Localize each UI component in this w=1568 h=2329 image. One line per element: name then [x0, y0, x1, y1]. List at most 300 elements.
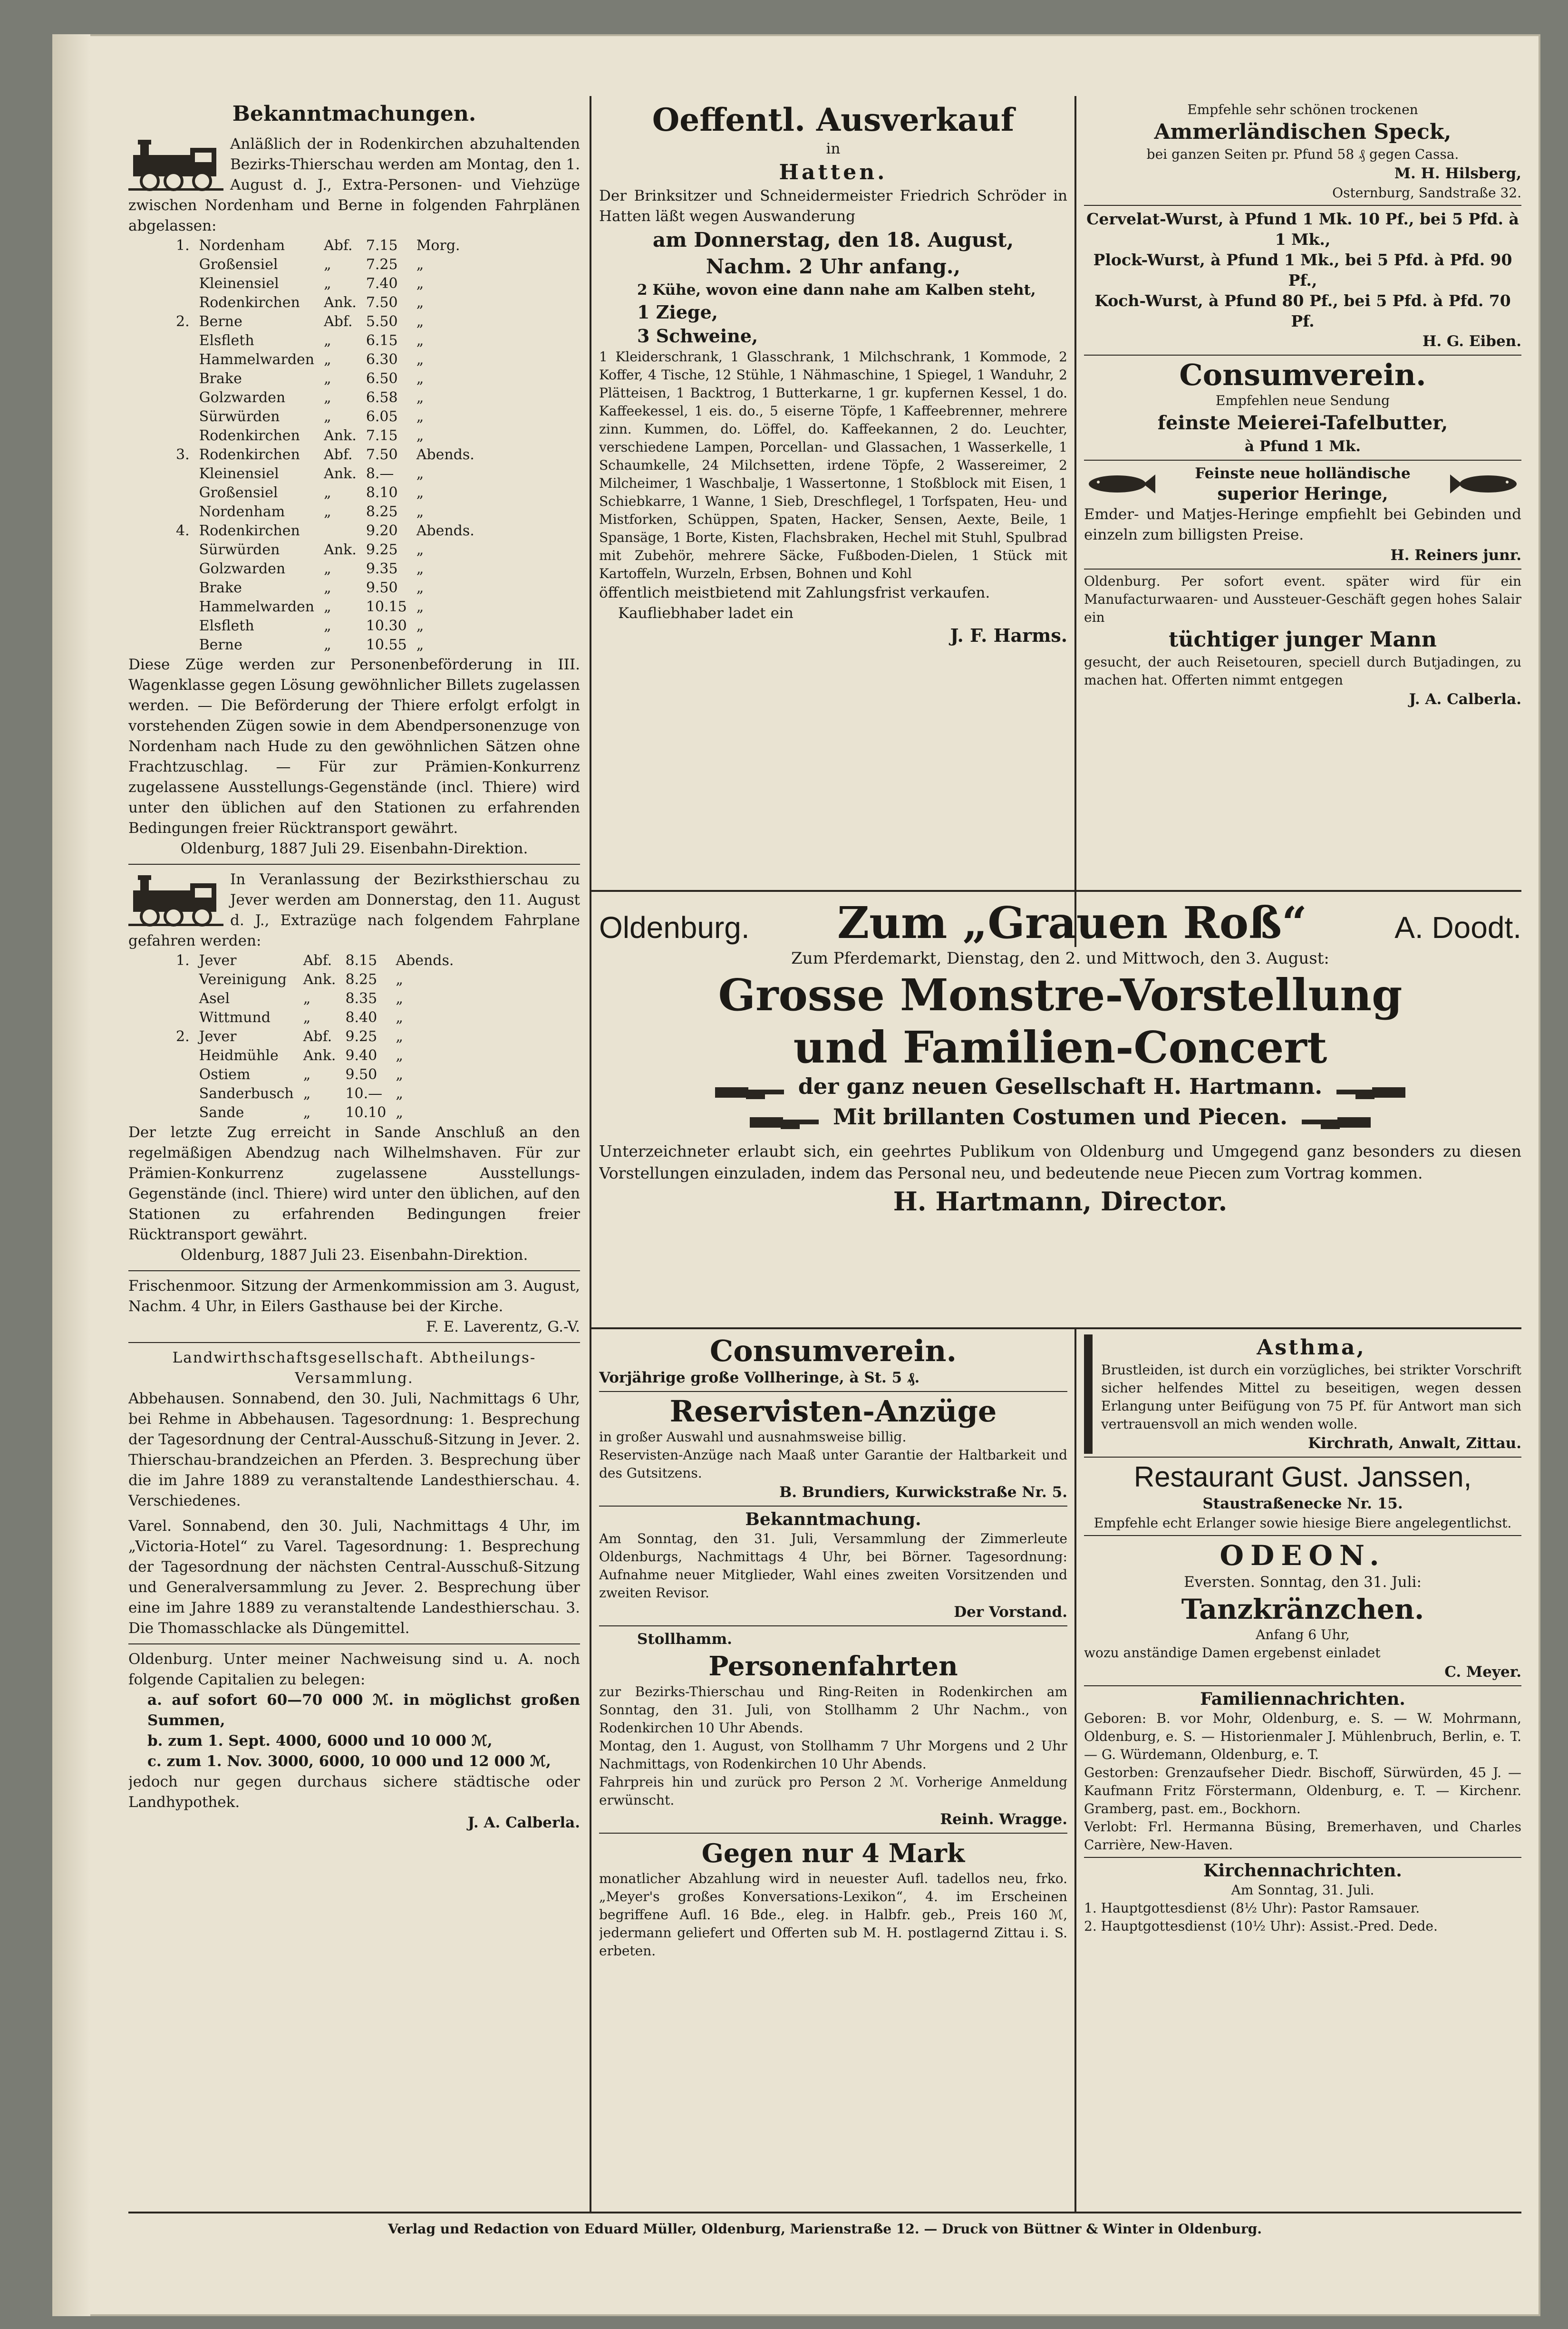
- timetable-cell: Ank.: [324, 427, 357, 444]
- timetable-row: [171, 541, 479, 560]
- timetable-cell: 6.58: [366, 389, 398, 406]
- banner-place: Oldenburg.: [599, 910, 750, 945]
- timetable-cell: Jever: [199, 952, 237, 969]
- timetable-cell: [171, 483, 194, 503]
- ausverkauf-intro: Der Brinksitzer und Schneidermeister Friedrich Schröder in Hatten läßt wegen Auswanderung: [599, 187, 1067, 225]
- timetable-cell: Golzwarden: [199, 561, 286, 577]
- timetable-cell: [171, 598, 194, 617]
- lexikon-text: monatlicher Abzahlung wird in neuester Aufl. tadellos neu, frko. „Meyer's großes Konversations-Lexikon“, 4. im Erscheinen begriffene Aufl. 16 Bde., eleg. in Halbfr. geb., Preis 160 ℳ, jedermann geliefert und Offerten sub M. H. postlagernd Zittau i. S. erbeten.: [599, 1871, 1067, 1959]
- hering-text: Emder- und Matjes-Heringe empfiehlt bei Gebinden und einzeln zum billigsten Preise.: [1084, 506, 1521, 543]
- timetable-cell: „: [416, 503, 424, 520]
- mid-divider-2: [599, 1506, 1067, 1507]
- column-rule-left: [590, 96, 591, 2212]
- timetable-cell: 6.50: [366, 370, 398, 387]
- timetable-row: [171, 388, 479, 407]
- pointing-hand-right-icon: [750, 1110, 821, 1134]
- wurst-signature: H. G. Eiben.: [1423, 333, 1521, 350]
- timetable-row: [171, 407, 479, 426]
- timetable-cell: 1.: [176, 237, 190, 254]
- timetable-cell: 6.30: [366, 351, 398, 368]
- asthma-text: Brustleiden, ist durch ein vorzügliches, bei strikter Vorschrift sicher helfendes Mittel zu beseitigen, wegen dessen Erlangung unter Beifügung von 75 Pf. für Antwort man sich vertrauensvoll an mich wenden wolle.: [1101, 1362, 1521, 1432]
- right-top-column: [1084, 101, 1521, 885]
- timetable-cell: Sande: [199, 1104, 244, 1121]
- reservisten-signature: B. Brundiers, Kurwickstraße Nr. 5.: [779, 1484, 1067, 1501]
- timetable-cell: [171, 464, 194, 483]
- timetable-cell: „: [303, 1104, 311, 1121]
- ausverkauf-title: Oeffentl. Ausverkauf: [652, 101, 1015, 138]
- speck-address: Osternburg, Sandstraße 32.: [1332, 185, 1521, 201]
- timetable-cell: Kleinensiel: [199, 275, 279, 292]
- left-title: Bekanntmachungen.: [232, 102, 476, 126]
- stollhamm-signature: Reinh. Wragge.: [940, 1811, 1067, 1828]
- timetable-cell: Ank.: [324, 294, 357, 311]
- timetable-cell: 8.15: [345, 952, 377, 969]
- timetable-cell: [171, 1084, 194, 1103]
- mid-divider-3: [599, 1625, 1067, 1626]
- capital-end: jedoch nur gegen durchaus sichere städtische oder Landhypothek.: [128, 1773, 580, 1811]
- wurst-koch: Koch-Wurst, à Pfund 80 Pf., bei 5 Pfd. à Pfd. 70 Pf.: [1094, 291, 1511, 330]
- notice-2-body: Der letzte Zug erreicht in Sande Anschluß an den regelmäßigen Abendzug nach Wilhelmshaven. Für zur Prämien-Konkurrenz zugelassene Ausstellungs-Gegenstände (incl. Thiere) wird unter den üblichen, auf den Stationen zu erfahrenden Bedingungen freier Rücktransport gewährt.: [128, 1124, 580, 1243]
- timetable-cell: „: [303, 1009, 311, 1026]
- banner-line-4-row: [599, 1104, 1521, 1134]
- banner-header: [599, 897, 1521, 948]
- timetable-cell: 8.—: [366, 465, 394, 482]
- banner-line-4: Mit brillanten Costumen und Piecen.: [832, 1103, 1288, 1130]
- timetable-cell: „: [416, 332, 424, 349]
- timetable-cell: „: [416, 275, 424, 292]
- timetable-cell: 7.50: [366, 446, 398, 463]
- odeon-signature: C. Meyer.: [1444, 1663, 1521, 1681]
- timetable-cell: „: [324, 637, 331, 653]
- timetable-cell: „: [416, 618, 424, 634]
- asthma-signature: Kirchrath, Anwalt, Zittau.: [1308, 1435, 1521, 1452]
- timetable-cell: Großensiel: [199, 256, 278, 273]
- stollhamm-text-2: Montag, den 1. August, von Stollhamm 7 Uhr Morgens und 2 Uhr Nachmittags, von Rodenkirchen 10 Uhr Abends.: [599, 1738, 1067, 1772]
- capital-signature: J. A. Calberla.: [467, 1814, 580, 1831]
- timetable-cell: „: [324, 332, 331, 349]
- timetable-1: [171, 236, 479, 655]
- left-divider-4: [128, 1643, 580, 1644]
- timetable-cell: Golzwarden: [199, 389, 286, 406]
- timetable-row: [171, 312, 479, 331]
- capital-intro: Oldenburg. Unter meiner Nachweisung sind u. A. noch folgende Capitalien zu belegen:: [128, 1651, 580, 1688]
- timetable-cell: Ank.: [324, 541, 357, 558]
- timetable-row: [171, 274, 479, 293]
- lexikon-title: Gegen nur 4 Mark: [701, 1838, 965, 1868]
- timetable-cell: [171, 255, 194, 274]
- timetable-row: [171, 1008, 458, 1027]
- banner-text: Unterzeichneter erlaubt sich, ein geehrtes Publikum von Oldenburg und Umgegend ganz besonders zu diesen Vorstellungen einzuladen, indem das Personal neu, und bedeutende neue Piecen zum Vortrag kommen.: [599, 1142, 1521, 1182]
- mid-divider-1: [599, 1391, 1067, 1392]
- timetable-cell: „: [416, 408, 424, 425]
- bekanntmachung-text: Am Sonntag, den 31. Juli, Versammlung der Zimmerleute Oldenburgs, Nachmittags 4 Uhr, bei Börner. Tagesordnung: Aufnahme neuer Mitglieder, Wahl eines zweiten Vorsitzenden und zweiten Revisor.: [599, 1531, 1067, 1601]
- ausverkauf-signature: J. F. Harms.: [950, 625, 1067, 646]
- capital-b: b. zum 1. Sept. 4000, 6000 und 10 000 ℳ,: [147, 1732, 493, 1749]
- timetable-cell: [171, 970, 194, 989]
- timetable-cell: [171, 1046, 194, 1065]
- timetable-cell: 7.50: [366, 294, 398, 311]
- consum-price: à Pfund 1 Mk.: [1244, 438, 1361, 455]
- timetable-cell: 3.: [176, 446, 190, 463]
- timetable-cell: 9.35: [366, 561, 398, 577]
- fish-icon: [1450, 470, 1521, 498]
- timetable-row: [171, 951, 458, 970]
- job-title: tüchtiger junger Mann: [1169, 628, 1437, 652]
- speck-price: bei ganzen Seiten pr. Pfund 58 ₰ gegen Cassa.: [1146, 146, 1459, 162]
- timetable-row: [171, 579, 479, 598]
- church-date: Am Sonntag, 31. Juli.: [1231, 1882, 1374, 1898]
- restaurant-title: Restaurant Gust. Janssen,: [1133, 1461, 1472, 1493]
- page-fold-shadow: [52, 34, 90, 2316]
- timetable-cell: [171, 369, 194, 388]
- right-divider-4: [1084, 569, 1521, 570]
- timetable-cell: „: [416, 465, 424, 482]
- timetable-cell: Abends.: [416, 446, 474, 463]
- right-divider-1: [1084, 205, 1521, 206]
- timetable-cell: Heidmühle: [199, 1047, 279, 1064]
- stollhamm-title: Personenfahrten: [708, 1651, 958, 1682]
- timetable-cell: „: [416, 427, 424, 444]
- timetable-cell: „: [396, 1009, 403, 1026]
- timetable-cell: „: [416, 294, 424, 311]
- church-service-1: 1. Hauptgottesdienst (8½ Uhr): Pastor Ramsauer.: [1084, 1900, 1420, 1916]
- timetable-cell: 10.30: [366, 618, 407, 634]
- left-divider-2: [128, 1270, 580, 1271]
- timetable-cell: [171, 293, 194, 312]
- wurst-cervelat: Cervelat-Wurst, à Pfund 1 Mk. 10 Pf., bei 5 Pfd. à 1 Mk.,: [1086, 210, 1519, 249]
- timetable-cell: 5.50: [366, 313, 398, 330]
- timetable-cell: Rodenkirchen: [199, 446, 300, 463]
- timetable-cell: „: [416, 256, 424, 273]
- banner-rule-top: [590, 890, 1521, 892]
- timetable-cell: „: [396, 1085, 403, 1102]
- right-bottom-column: [1084, 1334, 1521, 2209]
- timetable-row: [171, 350, 479, 369]
- timetable-row: [171, 560, 479, 579]
- timetable-cell: Abf.: [324, 313, 353, 330]
- timetable-cell: 6.15: [366, 332, 398, 349]
- banner-line-2: und Familien-Concert: [793, 1022, 1327, 1073]
- landwirtschaft-varel: Varel. Sonnabend, den 30. Juli, Nachmittags 4 Uhr, im „Victoria-Hotel“ zu Varel. Tagesordnung: 1. Besprechung der Tagesordnung der nächsten Central-Ausschuß-Sitzung und Generalversammlung zu Jever. 2. Besprechung über eine im Jahre 1889 zu veranstaltende Landesthierschau. 3. Die Thomasschlacke als Düngemittel.: [128, 1517, 580, 1637]
- banner-line-1: Grosse Monstre-Vorstellung: [718, 969, 1403, 1021]
- timetable-cell: 9.25: [366, 541, 398, 558]
- timetable-cell: 9.50: [345, 1066, 377, 1083]
- timetable-row: [171, 617, 479, 636]
- timetable-cell: „: [416, 313, 424, 330]
- timetable-row: [171, 331, 479, 350]
- timetable-cell: Rodenkirchen: [199, 522, 300, 539]
- bekanntmachung-signature: Der Vorstand.: [954, 1604, 1067, 1621]
- ausverkauf-in: in: [826, 140, 841, 157]
- timetable-row: [171, 989, 458, 1008]
- timetable-row: [171, 522, 479, 541]
- timetable-cell: „: [324, 389, 331, 406]
- fish-icon: [1084, 470, 1155, 498]
- timetable-row: [171, 1046, 458, 1065]
- ausverkauf-outro: öffentlich meistbietend mit Zahlungsfrist verkaufen.: [599, 584, 990, 601]
- timetable-cell: Sanderbusch: [199, 1085, 294, 1102]
- timetable-cell: 8.10: [366, 484, 398, 501]
- family-title: Familiennachrichten.: [1200, 1689, 1405, 1709]
- banner-name: Zum „Grauen Roß“: [837, 897, 1307, 948]
- left-column: [128, 101, 580, 2207]
- ausverkauf-ad: [599, 101, 1067, 885]
- job-signature: J. A. Calberla.: [1409, 691, 1521, 708]
- timetable-cell: „: [303, 1085, 311, 1102]
- timetable-cell: „: [416, 370, 424, 387]
- middle-bottom-column: [599, 1334, 1067, 2209]
- timetable-row: [171, 464, 479, 483]
- timetable-cell: Rodenkirchen: [199, 427, 300, 444]
- column-rule-lower: [1074, 1327, 1076, 2212]
- timetable-row: [171, 293, 479, 312]
- timetable-cell: „: [303, 990, 311, 1007]
- timetable-row: [171, 503, 479, 522]
- ausverkauf-date: am Donnerstag, den 18. August,: [652, 228, 1014, 251]
- capital-c: c. zum 1. Nov. 3000, 6000, 10 000 und 12 000 ℳ,: [147, 1753, 551, 1770]
- timetable-cell: Nordenham: [199, 503, 285, 520]
- timetable-cell: 9.40: [345, 1047, 377, 1064]
- wurst-plock: Plock-Wurst, à Pfund 1 Mk., bei 5 Pfd. à Pfd. 90 Pf.,: [1093, 251, 1512, 290]
- notice-2-signature: Oldenburg, 1887 Juli 23. Eisenbahn-Direktion.: [180, 1247, 528, 1264]
- timetable-cell: „: [396, 971, 403, 988]
- timetable-cell: [171, 407, 194, 426]
- newspaper-page: [52, 34, 1540, 2316]
- consum-title: Consumverein.: [1179, 358, 1426, 392]
- rb-divider-2: [1084, 1535, 1521, 1536]
- timetable-cell: 1.: [176, 952, 190, 969]
- church-service-2: 2. Hauptgottesdienst (10½ Uhr): Assist.-Pred. Dede.: [1084, 1918, 1438, 1934]
- timetable-cell: Elsfleth: [199, 332, 254, 349]
- timetable-cell: 10.55: [366, 637, 407, 653]
- timetable-cell: Hammelwarden: [199, 599, 315, 615]
- timetable-cell: 10.10: [345, 1104, 387, 1121]
- timetable-cell: [171, 503, 194, 522]
- notice-2-intro: In Veranlassung der Bezirksthierschau zu Jever werden am Donnerstag, den 11. August d. J., Extrazüge nach folgendem Fahrplane gefahren werden:: [128, 871, 580, 949]
- timetable-row: [171, 236, 479, 255]
- timetable-cell: Brake: [199, 370, 242, 387]
- timetable-cell: Asel: [199, 990, 230, 1007]
- timetable-cell: „: [324, 618, 331, 634]
- ausverkauf-buyers: Kaufliebhaber ladet ein: [618, 605, 794, 622]
- timetable-cell: „: [324, 503, 331, 520]
- family-engaged: Verlobt: Frl. Hermanna Büsing, Bremerhaven, und Charles Carrière, New-Haven.: [1084, 1819, 1521, 1853]
- stollhamm-place: Stollhamm.: [637, 1631, 732, 1648]
- timetable-cell: Ostiem: [199, 1066, 251, 1083]
- timetable-cell: 6.05: [366, 408, 398, 425]
- timetable-cell: 2.: [176, 313, 190, 330]
- speck-title: Ammerländischen Speck,: [1154, 120, 1452, 144]
- ausverkauf-item-goat: 1 Ziege,: [637, 301, 718, 323]
- timetable-cell: „: [324, 580, 331, 596]
- left-divider-3: [128, 1342, 580, 1343]
- timetable-cell: Kleinensiel: [199, 465, 279, 482]
- timetable-cell: Vereinigung: [199, 971, 287, 988]
- frischenmoor-signature: F. E. Laverentz, G.-V.: [426, 1318, 580, 1335]
- notice-1: [128, 134, 580, 859]
- timetable-cell: Nordenham: [199, 237, 285, 254]
- consum-butter: feinste Meierei-Tafelbutter,: [1157, 412, 1448, 434]
- timetable-cell: [171, 989, 194, 1008]
- timetable-cell: „: [416, 561, 424, 577]
- timetable-row: [171, 970, 458, 989]
- timetable-cell: Rodenkirchen: [199, 294, 300, 311]
- speck-signature: M. H. Hilsberg,: [1394, 165, 1521, 182]
- timetable-cell: „: [416, 637, 424, 653]
- timetable-cell: „: [324, 256, 331, 273]
- left-divider-1: [128, 864, 580, 865]
- timetable-cell: „: [324, 408, 331, 425]
- timetable-cell: „: [396, 1028, 403, 1045]
- timetable-cell: 8.35: [345, 990, 377, 1007]
- timetable-cell: [171, 636, 194, 655]
- timetable-cell: Hammelwarden: [199, 351, 315, 368]
- banner-rule-bottom: [590, 1327, 1521, 1329]
- timetable-cell: Abf.: [303, 1028, 332, 1045]
- banner-dates: Zum Pferdemarkt, Dienstag, den 2. und Mittwoch, den 3. August:: [791, 949, 1329, 968]
- banner-signature: H. Hartmann, Director.: [893, 1186, 1228, 1217]
- timetable-cell: „: [303, 1066, 311, 1083]
- family-born: Geboren: B. vor Mohr, Oldenburg, e. S. — W. Mohrmann, Oldenburg, e. S. — Historienmaler J. Mühlenbruch, Berlin, e. T. — G. Würdemann, Oldenburg, e. T.: [1084, 1711, 1521, 1762]
- odeon-text: wozu anständige Damen ergebenst einladet: [1084, 1645, 1381, 1661]
- banner-owner: A. Doodt.: [1394, 910, 1521, 945]
- asthma-ad: [1084, 1334, 1521, 1454]
- timetable-cell: „: [324, 599, 331, 615]
- timetable-cell: Morg.: [416, 237, 460, 254]
- right-divider-2: [1084, 355, 1521, 356]
- timetable-cell: Sürwürden: [199, 408, 280, 425]
- timetable-cell: 2.: [176, 1028, 190, 1045]
- timetable-cell: Ank.: [324, 465, 357, 482]
- timetable-row: [171, 636, 479, 655]
- timetable-cell: „: [416, 599, 424, 615]
- timetable-row: [171, 369, 479, 388]
- asthma-title: Asthma,: [1257, 1335, 1366, 1360]
- timetable-cell: „: [324, 275, 331, 292]
- notice-1-signature: Oldenburg, 1887 Juli 29. Eisenbahn-Direktion.: [180, 840, 528, 857]
- speck-intro: Empfehle sehr schönen trockenen: [1187, 102, 1418, 117]
- timetable-cell: [171, 617, 194, 636]
- stollhamm-text-3: Fahrpreis hin und zurück pro Person 2 ℳ. Vorherige Anmeldung erwünscht.: [599, 1774, 1067, 1808]
- timetable-cell: „: [416, 484, 424, 501]
- timetable-cell: Brake: [199, 580, 242, 596]
- timetable-cell: 7.40: [366, 275, 398, 292]
- timetable-2: [171, 951, 458, 1122]
- timetable-cell: Abf.: [324, 446, 353, 463]
- timetable-cell: Abends.: [416, 522, 474, 539]
- timetable-cell: [171, 579, 194, 598]
- pointing-hand-right-icon: [715, 1080, 786, 1104]
- timetable-cell: „: [396, 1104, 403, 1121]
- timetable-cell: [171, 350, 194, 369]
- hering-subtitle: superior Heringe,: [1217, 484, 1388, 504]
- ausverkauf-item-cows: 2 Kühe, wovon eine dann nahe am Kalben steht,: [637, 281, 1036, 299]
- consum-2-text: Vorjährige große Vollheringe, à St. 5 ₰.: [599, 1369, 920, 1386]
- rb-divider-4: [1084, 1857, 1521, 1858]
- timetable-row: [171, 483, 479, 503]
- timetable-cell: Elsfleth: [199, 618, 254, 634]
- timetable-cell: [171, 1065, 194, 1084]
- landwirtschaft-abbehausen: Abbehausen. Sonnabend, den 30. Juli, Nachmittags 6 Uhr, bei Rehme in Abbehausen. Tagesordnung: 1. Besprechung der Tagesordnung der Central-Ausschuß-Sitzung in Jever. 2. Thierschau-brandzeichen an Pferden. 3. Besprechung über die im Jahre 1889 zu veranstaltende Landesthierschau. 4. Verschiedenes.: [128, 1390, 580, 1509]
- odeon-start: Anfang 6 Uhr,: [1256, 1627, 1350, 1643]
- timetable-row: [171, 598, 479, 617]
- timetable-row: [171, 1065, 458, 1084]
- reservisten-title: Reservisten-Anzüge: [669, 1394, 997, 1429]
- church-title: Kirchennachrichten.: [1203, 1861, 1402, 1881]
- timetable-cell: [171, 426, 194, 445]
- timetable-cell: 4.: [176, 522, 190, 539]
- notice-2: [128, 870, 580, 1266]
- timetable-cell: Berne: [199, 313, 242, 330]
- timetable-cell: Abends.: [396, 952, 454, 969]
- rb-divider-3: [1084, 1685, 1521, 1686]
- timetable-row: [171, 426, 479, 445]
- timetable-row: [171, 1027, 458, 1046]
- frischenmoor-notice: Frischenmoor. Sitzung der Armenkommission am 3. August, Nachm. 4 Uhr, in Eilers Gasthause bei der Kirche.: [128, 1277, 580, 1315]
- timetable-cell: Berne: [199, 637, 242, 653]
- pointing-hand-left-icon: [1334, 1080, 1405, 1104]
- rb-divider-1: [1084, 1457, 1521, 1458]
- timetable-cell: Sürwürden: [199, 541, 280, 558]
- ausverkauf-time: Nachm. 2 Uhr anfang.,: [706, 255, 961, 278]
- timetable-cell: 9.25: [345, 1028, 377, 1045]
- timetable-cell: „: [416, 580, 424, 596]
- timetable-cell: [171, 274, 194, 293]
- timetable-cell: [171, 560, 194, 579]
- timetable-cell: [171, 388, 194, 407]
- odeon-line: Eversten. Sonntag, den 31. Juli:: [1184, 1574, 1422, 1591]
- timetable-cell: „: [324, 351, 331, 368]
- landwirtschaft-title: Landwirthschaftsgesellschaft. Abtheilungs-Versammlung.: [172, 1349, 536, 1387]
- timetable-row: [171, 255, 479, 274]
- timetable-row: [171, 445, 479, 464]
- consum-intro: Empfehlen neue Sendung: [1215, 393, 1390, 408]
- timetable-cell: 9.50: [366, 580, 398, 596]
- banner-line-3: der ganz neuen Gesellschaft H. Hartmann.: [798, 1073, 1323, 1099]
- stollhamm-text-1: zur Bezirks-Thierschau und Ring-Reiten in Rodenkirchen am Sonntag, den 31. Juli, von Stollhamm 2 Uhr Nachm., von Rodenkirchen 10 Uhr Abends.: [599, 1684, 1067, 1736]
- timetable-cell: [171, 331, 194, 350]
- timetable-cell: [171, 1008, 194, 1027]
- timetable-row: [171, 1103, 458, 1122]
- timetable-cell: Wittmund: [199, 1009, 271, 1026]
- timetable-cell: 7.15: [366, 427, 398, 444]
- timetable-cell: „: [324, 484, 331, 501]
- timetable-cell: „: [416, 351, 424, 368]
- mid-divider-4: [599, 1833, 1067, 1834]
- timetable-cell: Abf.: [324, 237, 353, 254]
- timetable-cell: 7.25: [366, 256, 398, 273]
- notice-1-body: Diese Züge werden zur Personenbeförderung in III. Wagenklasse gegen Lösung gewöhnlicher Billets zugelassen werden. — Die Beförderung der Thiere erfolgt erfolgt in vorstehenden Zügen sowie in dem Abendpersonenzuge von Nordenham nach Hude zu den gewöhnlichen Sätzen ohne Frachtzuschlag. — Für zur Prämien-Konkurrenz zugelassene Ausstellungs-Gegenstände (incl. Thiere) wird unter den üblichen auf den Stationen zu erfahrenden Bedingungen freier Rücktransport gewährt.: [128, 656, 580, 837]
- locomotive-icon: [128, 871, 223, 928]
- right-divider-3: [1084, 460, 1521, 461]
- timetable-cell: 8.25: [345, 971, 377, 988]
- timetable-cell: [171, 541, 194, 560]
- locomotive-icon: [128, 136, 223, 193]
- restaurant-text: Empfehle echt Erlanger sowie hiesige Biere angelegentlichst.: [1094, 1515, 1512, 1531]
- column-rule-right: [1074, 96, 1076, 947]
- banner-line-3-row: [599, 1073, 1521, 1104]
- timetable-cell: „: [416, 541, 424, 558]
- timetable-cell: „: [324, 561, 331, 577]
- hering-signature: H. Reiners junr.: [1390, 547, 1521, 564]
- timetable-cell: 8.40: [345, 1009, 377, 1026]
- reservisten-text-1: in großer Auswahl und ausnahmsweise billig.: [599, 1429, 907, 1445]
- pointing-hand-left-icon: [1299, 1110, 1371, 1134]
- footer-rule: [128, 2212, 1521, 2213]
- timetable-cell: Abf.: [303, 952, 332, 969]
- ausverkauf-place: Hatten.: [779, 160, 888, 184]
- timetable-cell: [319, 522, 361, 541]
